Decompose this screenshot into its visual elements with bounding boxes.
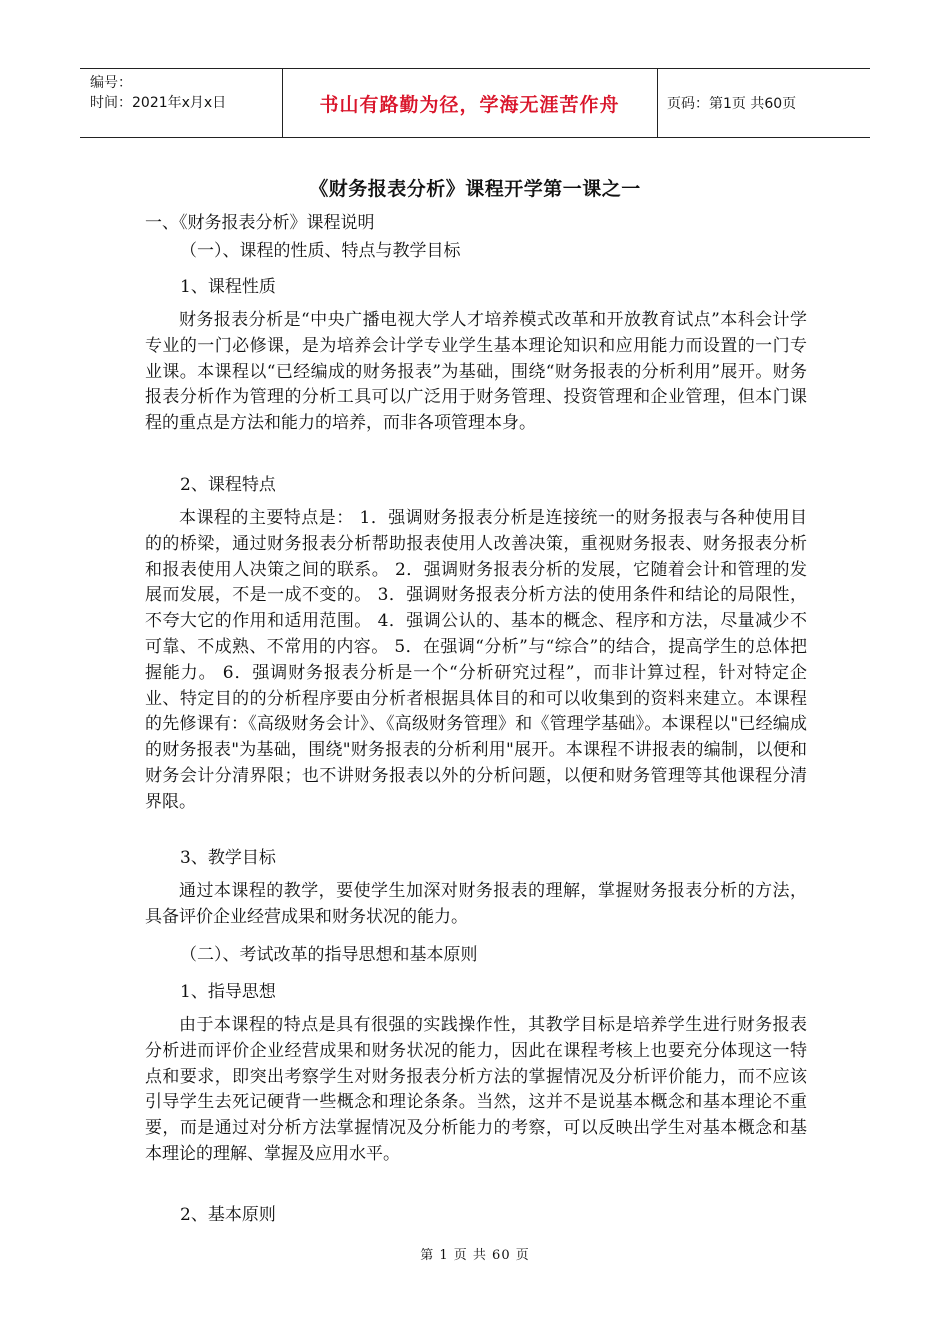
subsection-heading-2: （二）、考试改革的指导思想和基本原则 (180, 945, 478, 965)
item-heading-course-features: 2、课程特点 (180, 475, 276, 495)
header-motto-cell (282, 69, 658, 137)
page-header (80, 68, 870, 138)
item-heading-guiding-idea: 1、指导思想 (180, 982, 276, 1002)
item-heading-course-nature: 1、课程性质 (180, 277, 276, 297)
paragraph-guiding-idea: 由于本课程的特点是具有很强的实践操作性，其教学目标是培养学生进行财务报表分析进而评价企业经营成果和财务状况的能力，因此在课程考核上也要充分体现这一特点和要求，即突出考察学生对财务报表分析方法的掌握情况及分析评价能力，而不应该引导学生去死记硬背一些概念和理论条条。当然，这并不是说基本概念和基本理论不重要，而是通过对分析方法掌握情况及分析能力的考察，可以反映出学生对基本概念和基本理论的理解、掌握及应用水平。 (145, 1015, 807, 1164)
number-label: 编号： (90, 75, 132, 91)
paragraph-teaching-goals: 通过本课程的教学，要使学生加深对财务报表的理解，掌握财务报表分析的方法，具备评价企业经营成果和财务状况的能力。 (145, 881, 807, 927)
section-heading-1: 一、《财务报表分析》课程说明 (145, 213, 375, 233)
paragraph-course-features: 本课程的主要特点是： 1．强调财务报表分析是连接统一的财务报表与各种使用目的的桥梁，通过财务报表分析帮助报表使用人改善决策，重视财务报表、财务报表分析和报表使用人决策之间的联系。 2．强调财务报表分析的发展，它随着会计和管理的发展而发展，不是一成不变的。 3．强调财务报表分析方法的使用条件和结论的局限性，不夸大它的作用和适用范围。 4．强调公认的、基本的概念、程序和方法，尽量减少不可靠、不成熟、不常用的内容。 5．在强调“分析”与“综合”的结合，提高学生的总体把握能力。 6．强调财务报表分析是一个“分析研究过程”，而非计算过程，针对特定企业、特定目的的分析程序要由分析者根据具体目的和可以收集到的资料来建立。本课程的先修课有：《高级财务会计》、《高级财务管理》和《管理学基础》。本课程以"已经编成的财务报表"为基础，围绕"财务报表的分析利用"展开。本课程不讲报表的编制，以便和财务会计分清界限；也不讲财务报表以外的分析问题，以便和财务管理等其他课程分清界限。 (145, 508, 807, 812)
subsection-heading-1: （一）、课程的性质、特点与教学目标 (180, 241, 461, 261)
time-line: 时间：2021年x月x日 (90, 95, 227, 111)
page-code: 页码：第1页 共60页 (667, 96, 797, 112)
paragraph-course-nature: 财务报表分析是“中央广播电视大学人才培养模式改革和开放教育试点”本科会计学专业的一门必修课，是为培养会计学专业学生基本理论知识和应用能力而设置的一门专业课。本课程以“已经编成的财务报表”为基础，围绕“财务报表的分析利用”展开。财务报表分析作为管理的分析工具可以广泛用于财务管理、投资管理和企业管理，但本门课程的重点是方法和能力的培养，而非各项管理本身。 (145, 310, 807, 434)
item-heading-teaching-goals: 3、教学目标 (180, 848, 276, 868)
motto-text: 书山有路勤为径，学海无涯苦作舟 (319, 93, 620, 116)
page-footer: 第 1 页 共 60 页 (420, 1248, 530, 1263)
header-info-cell (80, 69, 283, 137)
document-title: 《财务报表分析》课程开学第一课之一 (309, 178, 641, 200)
item-heading-basic-principles: 2、基本原则 (180, 1205, 276, 1225)
